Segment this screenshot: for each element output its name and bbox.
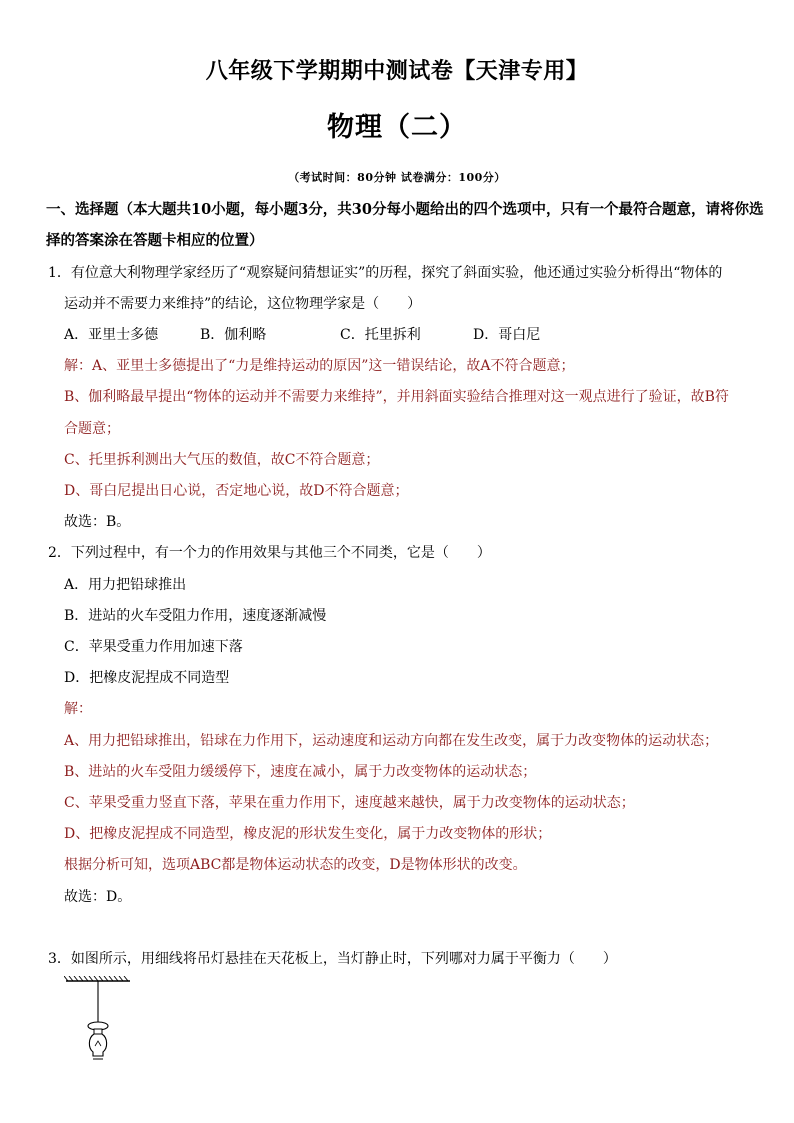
- question-2-solution-line: 解：: [64, 701, 92, 717]
- question-1-solution-line: D、哥白尼提出日心说，否定地心说，故D不符合题意；: [64, 483, 409, 499]
- question-2-option-b: B．进站的火车受阻力作用，速度逐渐减慢: [64, 608, 327, 624]
- exam-info: （考试时间：80分钟 试卷满分：100分）: [288, 171, 506, 184]
- question-3-stem: 3．如图所示，用细线将吊灯悬挂在天花板上，当灯静止时，下列哪对力属于平衡力（ ）: [48, 951, 617, 967]
- question-2-solution-line: A、用力把铅球推出，铅球在力作用下，运动速度和运动方向都在发生改变，属于力改变物体的运动状态；: [64, 733, 719, 749]
- question-1-stem-cont: 运动并不需要力来维持”的结论，这位物理学家是（ ）: [64, 296, 422, 312]
- question-2-option-c: C．苹果受重力作用加速下落: [64, 639, 243, 655]
- question-2-solution-line: 根据分析可知，选项ABC都是物体运动状态的改变，D是物体形状的改变。: [64, 857, 527, 873]
- section-heading-line1: 一、选择题（本大题共10小题，每小题3分，共30分每小题给出的四个选项中，只有一个最符合题意，请将你选: [46, 201, 764, 218]
- question-1-solution-line: B、伽利略最早提出“物体的运动并不需要力来维持”，并用斜面实验结合推理对这一观点进行了验证，故B符: [64, 389, 729, 405]
- question-1-stem: 1．有位意大利物理学家经历了“观察疑问猜想证实”的历程，探究了斜面实验，他还通过实验分析得出“物体的: [48, 265, 723, 281]
- section-heading-line2: 择的答案涂在答题卡相应的位置）: [46, 232, 264, 249]
- question-2-solution-line: D、把橡皮泥捏成不同造型，橡皮泥的形状发生变化，属于力改变物体的形状；: [64, 826, 552, 842]
- question-1-answer: 故选：B。: [64, 514, 131, 530]
- question-1-option-a: A．亚里士多德: [64, 327, 159, 343]
- question-1-option-b: B．伽利略: [200, 327, 267, 343]
- question-1-option-c: C．托里拆利: [340, 327, 421, 343]
- question-2-stem: 2．下列过程中，有一个力的作用效果与其他三个不同类，它是（ ）: [48, 545, 491, 561]
- question-1-solution-line: 解：A、亚里士多德提出了“力是维持运动的原因”这一错误结论，故A不符合题意；: [64, 358, 575, 374]
- question-2-option-d: D．把橡皮泥捏成不同造型: [64, 670, 230, 686]
- question-2-answer: 故选：D。: [64, 889, 132, 905]
- question-1-solution-line: C、托里拆利测出大气压的数值，故C不符合题意；: [64, 452, 380, 468]
- exam-title: 八年级下学期期中测试卷【天津专用】: [205, 58, 589, 84]
- hanging-lamp-icon: [64, 976, 136, 1066]
- question-1-option-d: D．哥白尼: [473, 327, 541, 343]
- question-2-solution-line: C、苹果受重力竖直下落，苹果在重力作用下，速度越来越快，属于力改变物体的运动状态；: [64, 795, 635, 811]
- question-2-option-a: A．用力把铅球推出: [64, 577, 187, 593]
- question-2-solution-line: B、进站的火车受阻力缓缓停下，速度在减小，属于力改变物体的运动状态；: [64, 764, 537, 780]
- exam-subtitle: 物理（二）: [327, 112, 467, 143]
- question-1-solution-line: 合题意；: [64, 421, 120, 437]
